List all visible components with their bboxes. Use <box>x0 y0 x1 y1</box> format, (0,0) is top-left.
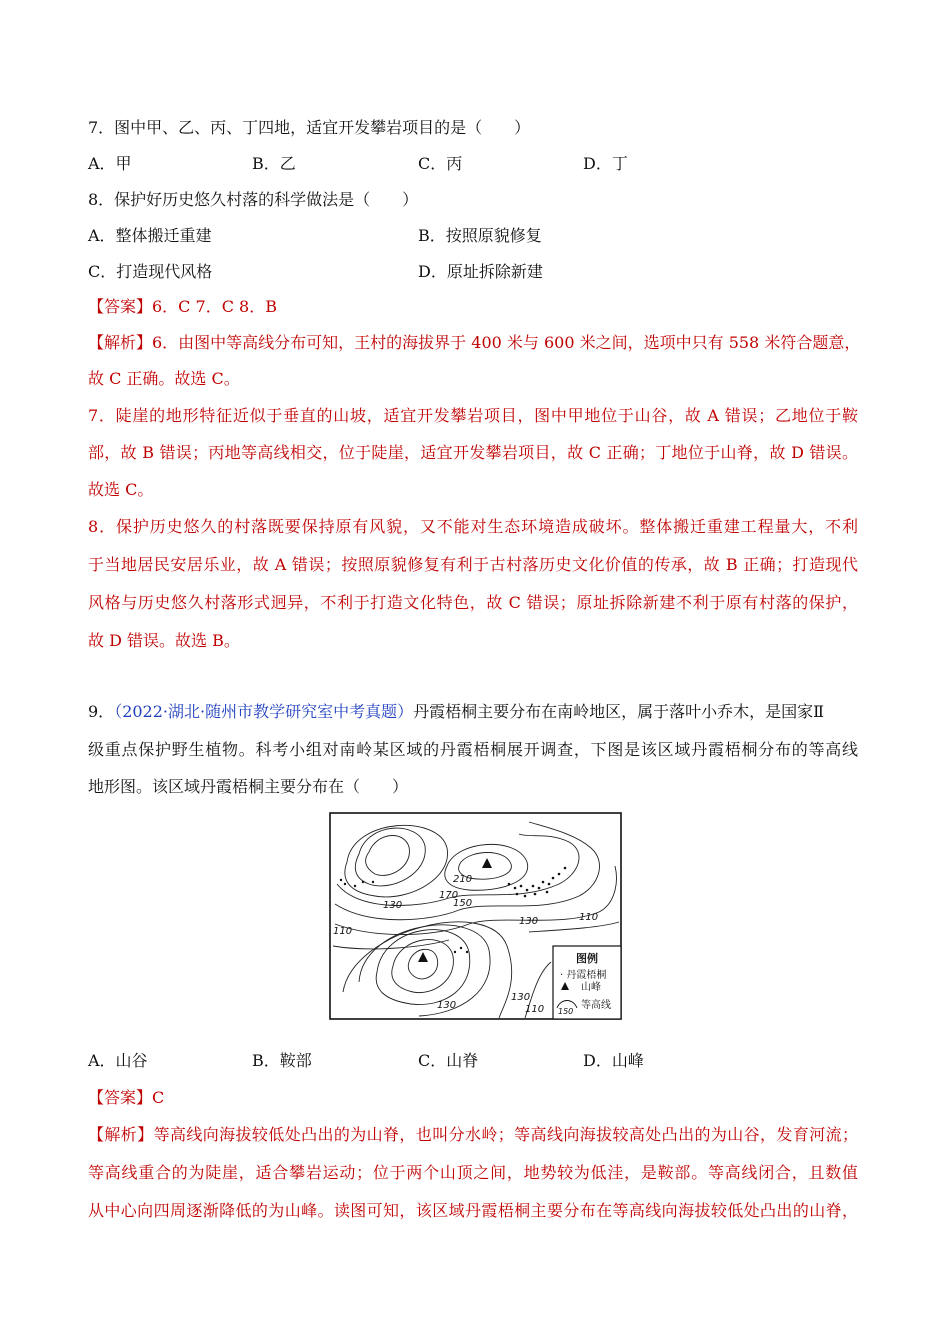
contour-label: 150 <box>453 898 473 909</box>
q7-stem: 7．图中甲、乙、丙、丁四地，适宜开发攀岩项目的是（ ） <box>88 118 531 137</box>
legend-item-contour: 等高线 <box>581 1000 611 1011</box>
analysis-line: 从中心向四周逐渐降低的为山峰。读图可知，该区域丹霞梧桐主要分布在等高线向海拔较低处凸出的山脊， <box>88 1201 858 1220</box>
legend-sample-value: 150 <box>558 1007 574 1016</box>
q8-stem: 8．保护好历史悠久村落的科学做法是（ ） <box>88 190 419 209</box>
q9-stem-line: 级重点保护野生植物。科考小组对南岭某区域的丹霞梧桐展开调查，下图是该区域丹霞梧桐分布的等高线 <box>88 740 858 759</box>
analysis-line: 故选 C。 <box>88 480 154 499</box>
q7-option-b: B．乙 <box>252 154 296 173</box>
contour-label: 130 <box>383 900 403 911</box>
q9-option-d: D．山峰 <box>583 1051 644 1070</box>
answer-6-8: 【答案】6．C 7．C 8．B <box>88 297 277 316</box>
analysis-line: 等高线重合的为陡崖，适合攀岩运动；位于两个山顶之间，地势较为低洼，是鞍部。等高线闭合，且数值 <box>88 1163 858 1182</box>
analysis-line: 【解析】6．由图中等高线分布可知，王村的海拔界于 400 米与 600 米之间，选项中只有 558 米符合题意， <box>88 333 861 352</box>
q8-option-c: C．打造现代风格 <box>88 262 213 281</box>
contour-label: 130 <box>511 992 531 1003</box>
contour-label: 210 <box>453 874 473 885</box>
contour-map <box>329 812 622 1020</box>
contour-label: 110 <box>333 926 353 937</box>
q7-option-c: C．丙 <box>418 154 463 173</box>
q9-option-a: A．山谷 <box>88 1051 148 1070</box>
analysis-line: 故 D 错误。故选 B。 <box>88 631 240 650</box>
legend-item-tree: · 丹霞梧桐 <box>560 970 607 981</box>
analysis-line: 7．陡崖的地形特征近似于垂直的山坡，适宜开发攀岩项目，图中甲地位于山谷，故 A 错误；乙地位于鞍 <box>88 406 858 425</box>
analysis-line: 故 C 正确。故选 C。 <box>88 369 240 388</box>
analysis-line: 风格与历史悠久村落形式迥异，不利于打造文化特色，故 C 错误；原址拆除新建不利于原有村落的保护， <box>88 593 858 612</box>
analysis-line: 于当地居民安居乐业，故 A 错误；按照原貌修复有利于古村落历史文化价值的传承，故 B 正确；打造现代 <box>88 555 858 574</box>
map-legend <box>553 946 621 1019</box>
q9-stem-first-line <box>88 702 824 722</box>
analysis-line: 8．保护历史悠久的村落既要保持原有风貌，又不能对生态环境造成破坏。整体搬迁重建工程量大，不利 <box>88 517 858 536</box>
answer-9: 【答案】C <box>88 1088 165 1107</box>
contour-label: 130 <box>519 916 539 927</box>
q9-stem-line: 地形图。该区域丹霞梧桐主要分布在（ ） <box>88 777 409 796</box>
q9-option-b: B．鞍部 <box>252 1051 312 1070</box>
q9-option-c: C．山脊 <box>418 1051 479 1070</box>
contour-label: 130 <box>437 1000 457 1011</box>
q8-option-a: A．整体搬迁重建 <box>88 226 212 245</box>
legend-title: 图例 <box>576 952 598 965</box>
q7-option-a: A．甲 <box>88 154 132 173</box>
q9-source: （2022·湖北·随州市教学研究室中考真题） <box>114 702 414 721</box>
q9-stem-text: 丹霞梧桐主要分布在南岭地区，属于落叶小乔木，是国家Ⅱ <box>413 702 824 721</box>
q8-option-b: B．按照原貌修复 <box>418 226 542 245</box>
legend-item-peak: 山峰 <box>581 982 601 993</box>
analysis-line: 部，故 B 错误；丙地等高线相交，位于陡崖，适宜开发攀岩项目，故 C 正确；丁地位于山脊，故 D 错误。 <box>88 443 858 462</box>
q7-option-d: D．丁 <box>583 154 628 173</box>
contour-label: 110 <box>525 1004 545 1015</box>
q9-number: 9． <box>88 702 115 721</box>
contour-label: 170 <box>439 890 459 901</box>
q8-option-d: D．原址拆除新建 <box>418 262 543 281</box>
analysis-line: 【解析】等高线向海拔较低处凸出的为山脊，也叫分水岭；等高线向海拔较高处凸出的为山谷，发育河流； <box>88 1125 858 1144</box>
contour-label: 110 <box>579 912 599 923</box>
